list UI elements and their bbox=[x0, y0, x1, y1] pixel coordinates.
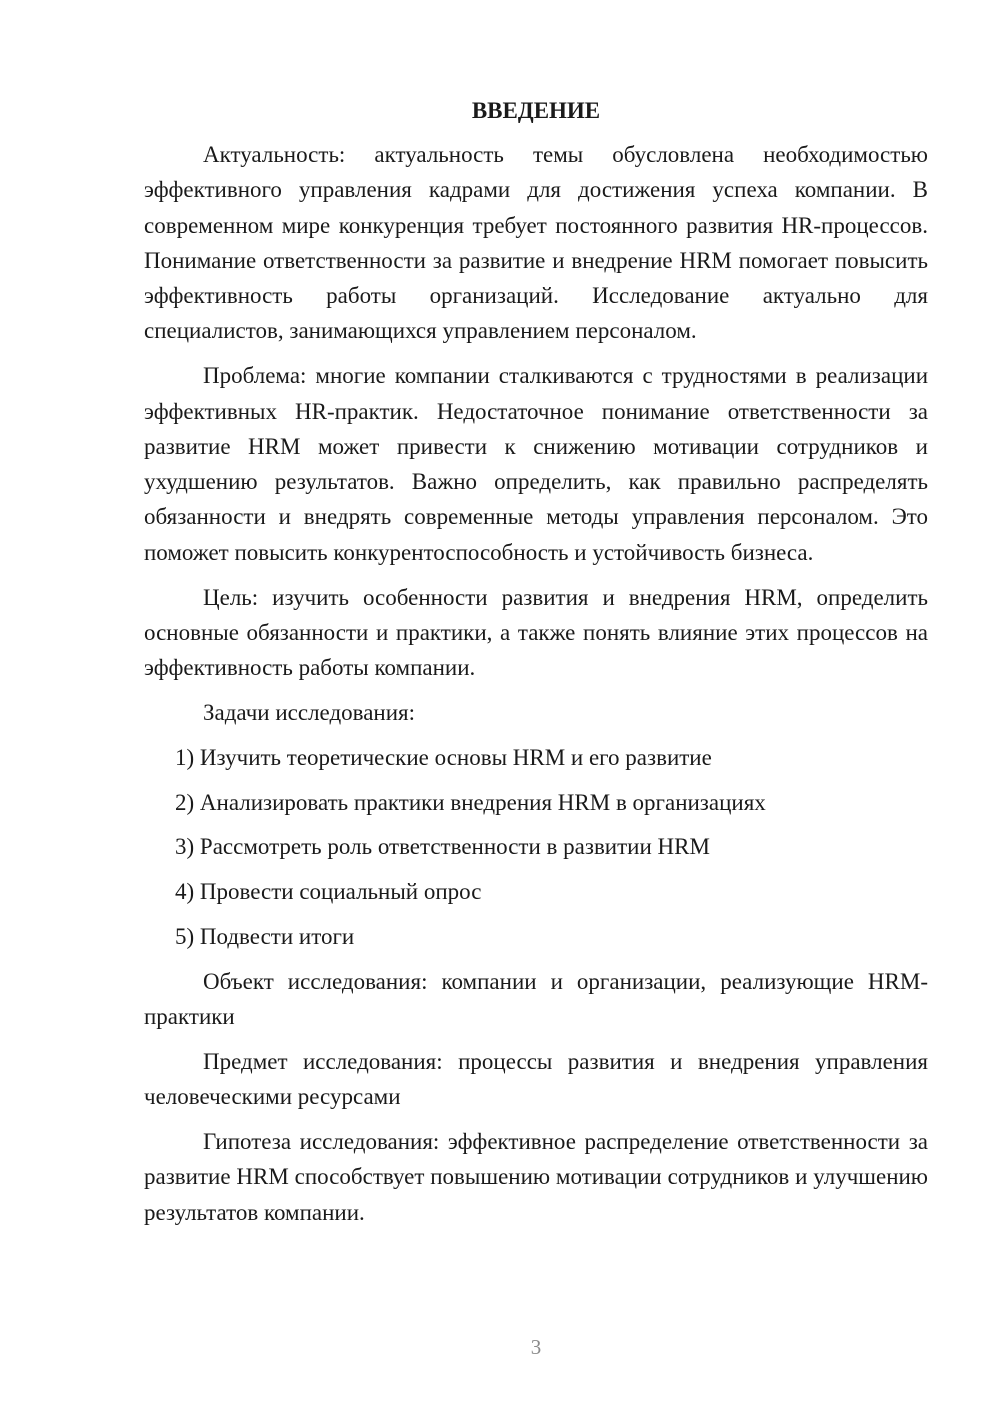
list-item: 4) Провести социальный опрос bbox=[175, 879, 482, 905]
tasks-intro: Задачи исследования: bbox=[203, 699, 416, 725]
list-item: 2) Анализировать практики внедрения HRM в организациях bbox=[175, 789, 766, 815]
list-item: 1) Изучить теоретические основы HRM и его развитие bbox=[175, 744, 712, 770]
relevance-paragraph: Актуальность: актуальность темы обусловлена необходимостью эффективного управления кадрами для достижения успеха компании. В современном мире конкуренция требует постоянного развития HR-процессов. Понимание ответственности за развитие и внедрение HRM помогает повысить эффективность работы организаций. Исследование актуально для специалистов, занимающихся управлением персоналом. bbox=[144, 142, 928, 344]
subject-paragraph: Предмет исследования: процессы развития и внедрения управления человеческими ресурсами bbox=[144, 1048, 928, 1110]
tasks-list bbox=[144, 740, 928, 954]
problem-paragraph: Проблема: многие компании сталкиваются с трудностями в реализации эффективных HR-практик. Недостаточное понимание ответственности за развитие HRM может привести к снижению мотивации сотрудников и ухудшению результатов. Важно определить, как правильно распределять обязанности и внедрять современные методы управления персоналом. Это поможет повысить конкурентоспособность и устойчивость бизнеса. bbox=[144, 363, 928, 565]
object-paragraph: Объект исследования: компании и организации, реализующие HRM-практики bbox=[144, 968, 928, 1030]
section-heading: ВВЕДЕНИЕ bbox=[471, 98, 601, 123]
list-item: 3) Рассмотреть роль ответственности в развитии HRM bbox=[175, 834, 710, 860]
list-item: 5) Подвести итоги bbox=[175, 923, 355, 949]
page-number: 3 bbox=[530, 1335, 542, 1359]
goal-paragraph: Цель: изучить особенности развития и внедрения HRM, определить основные обязанности и практики, а также понять влияние этих процессов на эффективность работы компании. bbox=[144, 584, 928, 681]
document-body bbox=[144, 95, 928, 1239]
hypothesis-paragraph: Гипотеза исследования: эффективное распределение ответственности за развитие HRM способствует повышению мотивации сотрудников и улучшению результатов компании. bbox=[144, 1128, 928, 1225]
